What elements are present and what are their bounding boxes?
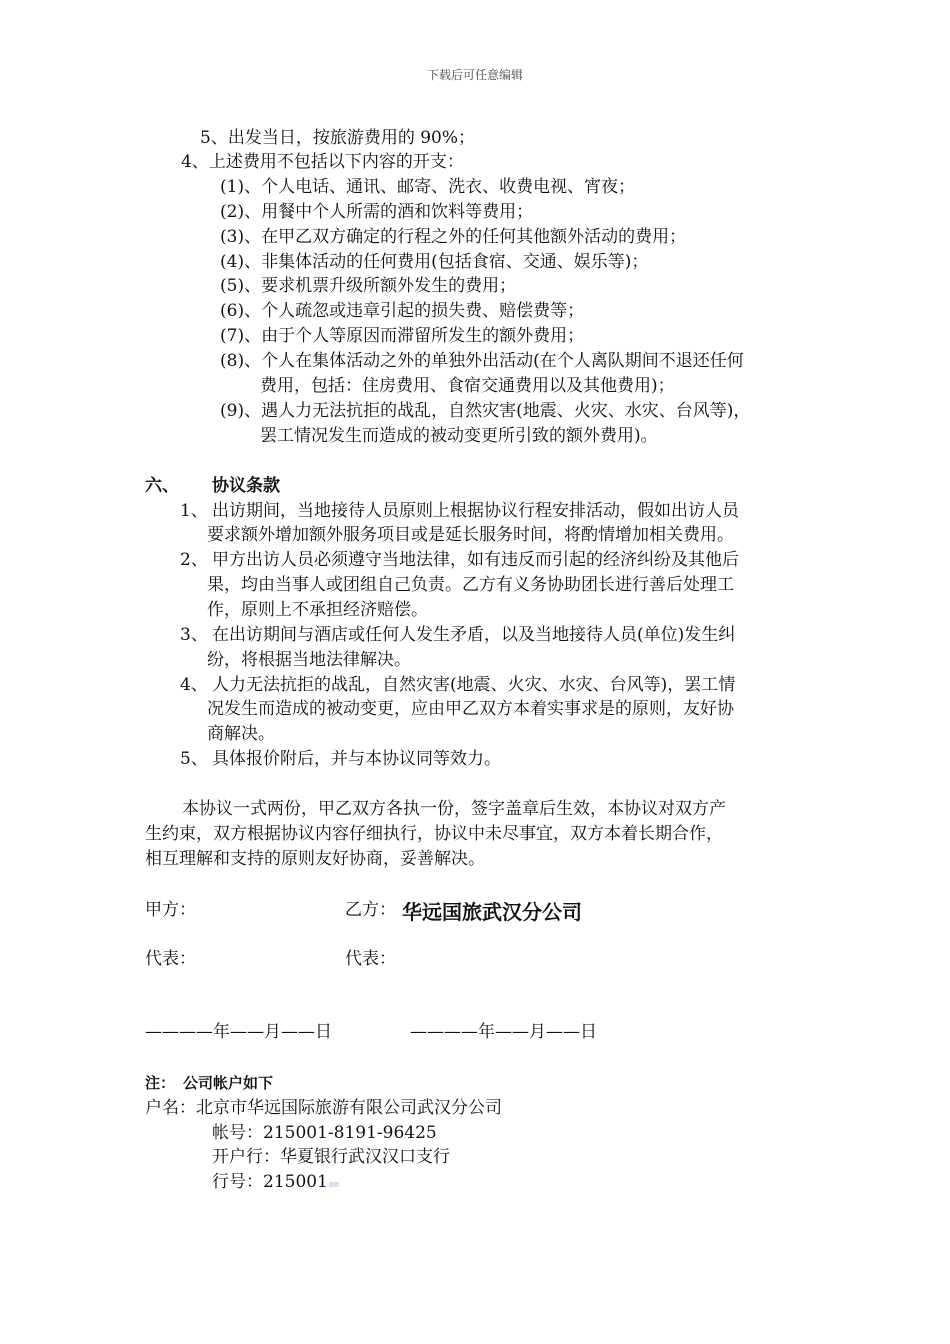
party-a-label: 甲方： [145, 900, 196, 920]
exclusion-item: (2)、用餐中个人所需的酒和饮料等费用； [220, 202, 534, 222]
closing-line: 生约束，双方根据协议内容仔细执行，协议中未尽事宜，双方本着长期合作， [145, 824, 723, 844]
exclusion-item: (3)、在甲乙双方确定的行程之外的任何其他额外活动的费用； [220, 227, 687, 247]
clause-line: 在出访期间与酒店或任何人发生矛盾，以及当地接待人员(单位)发生纠 [212, 625, 736, 645]
rep-b-label: 代表： [345, 949, 396, 969]
exclusion-item-continuation: 罢工情况发生而造成的被动变更所引致的额外费用)。 [260, 426, 658, 446]
clause-number: 5、 [180, 749, 208, 769]
clause-line: 作，原则上不承担经济赔偿。 [207, 600, 428, 620]
note-title: 公司帐户如下 [183, 1074, 274, 1092]
party-b-label: 乙方： [345, 900, 396, 920]
exclusion-item: (9)、遇人力无法抗拒的战乱，自然灾害(地震、火灾、水灾、台风等)， [220, 401, 751, 421]
clause-line: 具体报价附后，并与本协议同等效力。 [212, 749, 501, 769]
clause-number: 3、 [180, 625, 208, 645]
date-line-a: ————年——月——日 [145, 1022, 332, 1042]
exclusion-item: (5)、要求机票升级所额外发生的费用； [220, 276, 517, 296]
account-bank-code: 行号：215001 [212, 1172, 328, 1192]
section-number: 六、 [145, 476, 179, 496]
closing-line: 本协议一式两份，甲乙双方各执一份，签字盖章后生效，本协议对双方产 [182, 799, 726, 819]
clause-line: 果，均由当事人或团组自己负责。乙方有义务协助团长进行善后处理工 [207, 575, 734, 595]
clause-number: 1、 [180, 501, 208, 521]
date-line-b: ————年——月——日 [410, 1022, 597, 1042]
account-holder: 户名：北京市华远国际旅游有限公司武汉分公司 [145, 1098, 502, 1118]
party-b-company-name: 华远国旅武汉分公司 [402, 900, 582, 924]
account-number: 帐号：215001-8191-96425 [212, 1123, 437, 1143]
clause-line: 况发生而造成的被动变更，应由甲乙双方本着实事求是的原则，友好协 [207, 699, 734, 719]
note-label: 注： [145, 1074, 176, 1092]
closing-line: 相互理解和支持的原则友好协商，妥善解决。 [145, 849, 485, 869]
text-cursor-highlight [329, 1182, 339, 1187]
exclusion-item: (1)、个人电话、通讯、邮寄、洗衣、收费电视、宵夜； [220, 177, 636, 197]
clause-line: 商解决。 [207, 724, 275, 744]
exclusion-item: (6)、个人疏忽或违章引起的损失费、赔偿费等； [220, 301, 585, 321]
clause-number: 4、 [180, 675, 208, 695]
clause-line: 出访期间，当地接待人员原则上根据协议行程安排活动，假如出访人员 [212, 501, 739, 521]
clause-line: 纷，将根据当地法律解决。 [207, 650, 411, 670]
exclusion-item-continuation: 费用，包括：住房费用、食宿交通费用以及其他费用)； [260, 376, 675, 396]
page-header: 下载后可任意编辑 [426, 68, 523, 82]
fee-item-4: 4、上述费用不包括以下内容的开支： [181, 152, 464, 172]
rep-a-label: 代表： [145, 949, 196, 969]
clause-number: 2、 [180, 550, 208, 570]
clause-line: 要求额外增加额外服务项目或是延长服务时间，将酌情增加相关费用。 [207, 525, 734, 545]
clause-line: 甲方出访人员必须遵守当地法律，如有违反而引起的经济纠纷及其他后 [212, 550, 739, 570]
exclusion-item: (7)、由于个人等原因而滞留所发生的额外费用； [220, 326, 585, 346]
exclusion-item: (8)、个人在集体活动之外的单独外出活动(在个人离队期间不退还任何 [220, 351, 744, 371]
account-bank: 开户行：华夏银行武汉汉口支行 [212, 1147, 450, 1167]
section-title: 协议条款 [212, 476, 280, 496]
clause-line: 人力无法抗拒的战乱，自然灾害(地震、火灾、水灾、台风等)，罢工情 [212, 675, 736, 695]
exclusion-item: (4)、非集体活动的任何费用(包括食宿、交通、娱乐等)； [220, 252, 649, 272]
account-bank-code-line [212, 1170, 339, 1195]
fee-item-5: 5、出发当日，按旅游费用的 90%； [200, 128, 476, 148]
